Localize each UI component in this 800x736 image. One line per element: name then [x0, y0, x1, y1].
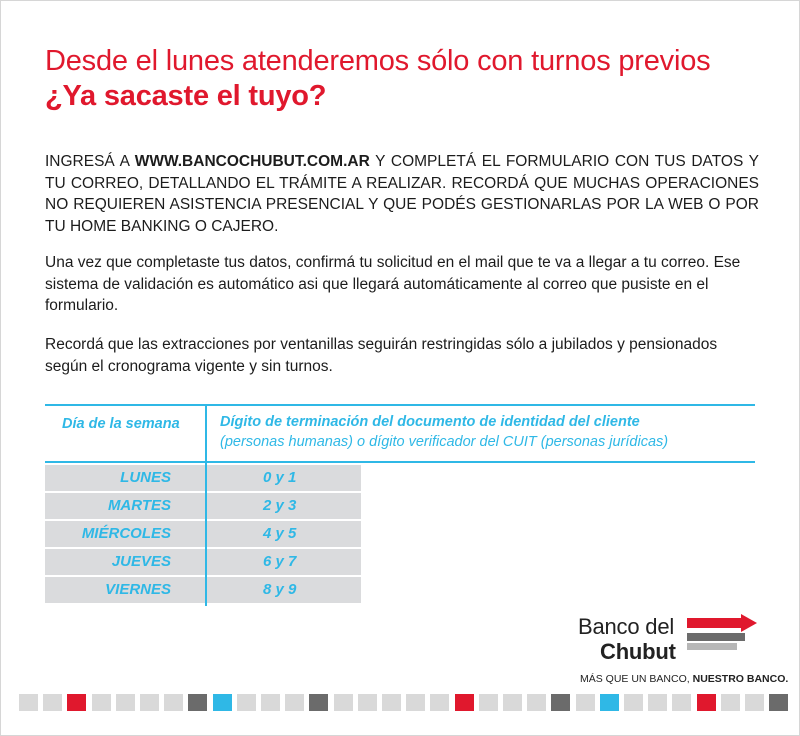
decorative-square: [551, 694, 570, 711]
decorative-square: [648, 694, 667, 711]
decorative-square: [697, 694, 716, 711]
decorative-square: [576, 694, 595, 711]
validation-paragraph: Una vez que completaste tus datos, confirmá tu solicitud en el mail que te va a llegar a tu correo. Ese sistema de validación es automático asi que llegará automáticamente al correo que pusiste en el formulario.: [45, 254, 741, 314]
decorative-square: [140, 694, 159, 711]
instructions-text-end: Y COMPLETÁ EL FORMULARIO CON TUS DATOS Y TU CORREO, DETALLANDO EL TRÁMITE A REALIZAR. RECORDÁ QUE MUCHAS OPERACIONES NO REQUIEREN ASISTENCIA PRESENCIAL Y QUE PODÉS GESTIONARLAS POR LA WEB O POR TU HOME BANKING O CAJERO.: [45, 153, 759, 235]
withdrawals-paragraph: Recordá que las extracciones por ventanillas seguirán restringidas sólo a jubilados y pensionados según el cronograma vigente y sin turnos.: [45, 336, 718, 375]
decorative-square: [358, 694, 377, 711]
decorative-square: [479, 694, 498, 711]
header-day: Día de la semana: [62, 416, 180, 432]
decorative-square: [261, 694, 280, 711]
row-digits: 4 y 5: [263, 525, 297, 542]
logo-text-line2: Chubut: [600, 639, 676, 664]
logo-text-line1: Banco del: [578, 614, 675, 639]
decorative-square: [430, 694, 449, 711]
decorative-square: [92, 694, 111, 711]
table-row: [45, 493, 361, 519]
row-digits: 2 y 3: [263, 497, 297, 514]
decorative-square: [382, 694, 401, 711]
decorative-square: [285, 694, 304, 711]
instructions-text-start: INGRESÁ A: [45, 153, 135, 170]
decorative-square: [406, 694, 425, 711]
row-day: JUEVES: [111, 553, 171, 570]
row-digits: 0 y 1: [263, 469, 297, 486]
table-row: [45, 577, 361, 603]
decorative-square: [624, 694, 643, 711]
instructions-paragraph: [45, 151, 759, 237]
decorative-square: [19, 694, 38, 711]
schedule-table: [45, 404, 759, 606]
decorative-square: [769, 694, 788, 711]
table-row: [45, 549, 361, 575]
column-divider: [205, 404, 207, 606]
logo-arrow-icon: [687, 614, 759, 662]
table-row: [45, 521, 361, 547]
row-day: VIERNES: [105, 581, 171, 598]
decorative-square: [164, 694, 183, 711]
decorative-square: [188, 694, 207, 711]
table-row: [45, 465, 361, 491]
decorative-square: [745, 694, 764, 711]
decorative-square-strip: [19, 694, 789, 712]
decorative-square: [237, 694, 256, 711]
row-day: LUNES: [120, 469, 171, 486]
decorative-square: [672, 694, 691, 711]
bank-logo: [577, 611, 789, 691]
decorative-square: [527, 694, 546, 711]
decorative-square: [116, 694, 135, 711]
decorative-square: [213, 694, 232, 711]
header-digit-title: Dígito de terminación del documento de identidad del cliente: [220, 414, 640, 430]
decorative-square: [721, 694, 740, 711]
tagline-regular: MÁS QUE UN BANCO,: [580, 673, 693, 685]
headline-question: ¿Ya sacaste el tuyo?: [45, 80, 327, 112]
decorative-square: [43, 694, 62, 711]
row-day: MIÉRCOLES: [81, 525, 171, 542]
decorative-square: [600, 694, 619, 711]
decorative-square: [309, 694, 328, 711]
headline-title: Desde el lunes atenderemos sólo con turnos previos: [45, 45, 711, 77]
decorative-square: [503, 694, 522, 711]
headline: [45, 43, 765, 113]
decorative-square: [67, 694, 86, 711]
row-day: MARTES: [107, 497, 171, 514]
logo-tagline: [580, 673, 788, 685]
decorative-square: [334, 694, 353, 711]
tagline-bold: NUESTRO BANCO.: [692, 673, 789, 685]
row-digits: 6 y 7: [263, 553, 297, 570]
decorative-square: [455, 694, 474, 711]
row-digits: 8 y 9: [263, 581, 297, 598]
table-header: [45, 404, 755, 463]
website-link[interactable]: WWW.BANCOCHUBUT.COM.AR: [134, 153, 370, 170]
header-digit-subtitle: (personas humanas) o dígito verificador del CUIT (personas jurídicas): [220, 434, 669, 450]
